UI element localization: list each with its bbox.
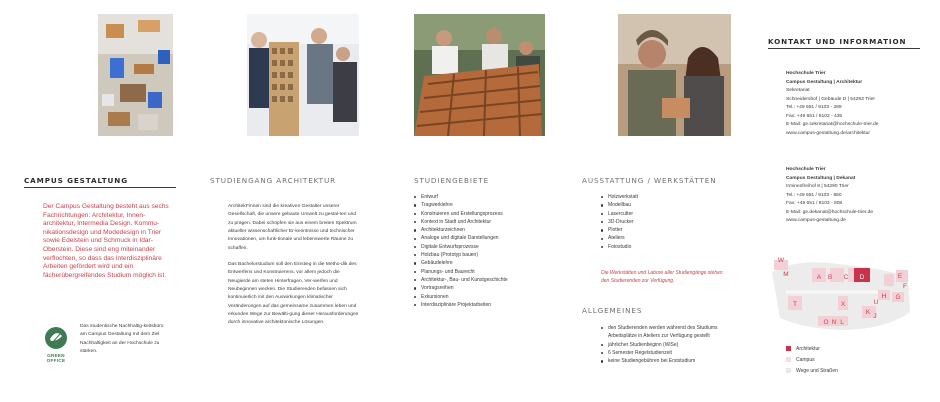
allgemeines-list	[601, 324, 736, 365]
contact-line: Sekretariat	[786, 88, 810, 94]
campus-heading-rule	[24, 187, 176, 188]
list-item: Modellbau	[601, 201, 638, 209]
list-item: Architektur-, Bau- und Kunstgeschichte	[414, 276, 508, 284]
ausstattung-heading: AUSSTATTUNG / WERKSTÄTTEN	[582, 176, 717, 185]
list-item: Analoge und digitale Darstellungen	[414, 234, 508, 242]
contact-line: Campus Gestaltung | Architektur	[786, 79, 863, 85]
map-letter: X	[840, 301, 846, 308]
contact-line: Hochschule Trier	[786, 71, 826, 76]
workshop-interaction-photo	[618, 14, 731, 136]
legend-swatch	[786, 368, 791, 373]
list-item: Kontext in Stadt und Architektur	[414, 218, 508, 226]
list-item: Planungs- und Baurecht	[414, 268, 508, 276]
map-letter: M	[783, 271, 789, 278]
website-link[interactable]: www.campus-gestaltung.de/architektur	[786, 130, 870, 136]
studiengebiete-heading: STUDIENGEBIETE	[414, 176, 490, 185]
contact-line: Fax: +49 651 / 8103 - 435	[786, 113, 843, 119]
studiengang-paragraph-2: Das Bachelorstudium soll den Einstieg in die Metho-dik des Entwerfens und Konstruierens, vor allem jedoch die Neugierde am steten Hinterfragen, Ver-werfen und Neubeginnen wecken. Die Studierenden befassen sich kontinuierlich mit den Auswirkungen klimatischer Veränderungen auf das gemeinsame zusammen leben und erkunden Wege zur Bewälti-gung dieser Herausforderungen durch innovative architektonische Lösungen.	[228, 262, 359, 326]
legend-item-wege	[786, 365, 838, 376]
campus-heading: CAMPUS GESTALTUNG	[24, 176, 129, 185]
list-item: Architekturzeichnen	[414, 226, 508, 234]
green-office-logo-text: GREEN OFFICE	[46, 353, 66, 364]
list-item: Fotostudio	[601, 243, 638, 251]
contact-line: Fax: +49 651 / 8103 - 808	[786, 201, 843, 207]
list-item: Vortragsreihen	[414, 284, 508, 292]
map-legend	[786, 343, 838, 376]
legend-item-architektur	[786, 343, 838, 354]
list-item: Entwurf	[414, 193, 508, 201]
email-link[interactable]: E-Mail: ge.sekretariat@hochschule-trier.de	[786, 122, 879, 128]
studiengang-text	[228, 203, 360, 336]
map-letter: B	[827, 274, 833, 281]
list-item: Lasercutter	[601, 210, 638, 218]
studiengebiete-list	[414, 193, 508, 309]
map-letter: O	[823, 319, 829, 326]
website-link[interactable]: www.campus-gestaltung.de	[786, 218, 846, 224]
contact-block-architektur	[786, 70, 879, 138]
map-letter: F	[903, 283, 907, 290]
legend-label: Wege und Straßen	[796, 367, 838, 374]
map-letter: C	[843, 274, 849, 281]
studiengang-heading: STUDIENGANG ARCHITEKTUR	[210, 176, 337, 185]
list-item: Ateliers	[601, 234, 638, 242]
map-letter: A	[816, 274, 822, 281]
contact-line: Hochschule Trier	[786, 167, 826, 172]
email-link[interactable]: E-Mail: ge.dekanat@hochschule-trier.de	[786, 209, 874, 215]
map-letter: G	[895, 294, 901, 301]
list-item: Exkursionen	[414, 293, 508, 301]
map-letter: W	[777, 257, 785, 264]
legend-item-campus	[786, 354, 838, 365]
list-item: Konstruieren und Erstellungsprozess	[414, 210, 508, 218]
legend-swatch	[786, 357, 791, 362]
map-letter: D	[859, 274, 865, 281]
list-item: den Studierenden werden während des Studiums Arbeitsplätze in Ateliers zur Verfügung gestellt	[601, 324, 736, 341]
kontakt-heading: KONTAKT UND INFORMATION	[768, 37, 907, 46]
contact-line: Irminenfreihof 8 | 54290 Trier	[786, 184, 849, 190]
campus-intro-text: Der Campus Gestaltung besteht aus sechs Fachrichtungen: Architektur, Innen-architektur, Intermedia Design, Kommu-nikationsdesign und Modedesign in Trier sowie Edelstein und Schmuck in Idar-Oberstein. Diese sind eng miteinander verflochten, so dass das interdisziplinäre Arbeiten gefördert wird und ein fächerübergreifendes Studium möglich ist.	[43, 203, 169, 279]
map-building	[884, 274, 894, 286]
green-office-text: Das studentische Nachhaltig-keitsbüro am Campus Gestaltung mit dem Ziel Nachhaltigkeit an der Hochschule zu stärken.	[80, 324, 164, 355]
list-item: Tragwerklehre	[414, 201, 508, 209]
list-item: Digitale Entwurfsprozesse	[414, 243, 508, 251]
kontakt-heading-rule	[768, 48, 920, 49]
students-presentation-photo	[247, 14, 359, 136]
list-item: Holzwerkstatt	[601, 193, 638, 201]
map-letter: E	[897, 273, 903, 280]
contact-line: Tel.: +49 651 / 8103 - 850	[786, 192, 842, 198]
map-letter: L	[840, 319, 844, 326]
contact-line: Schneidershof | Gebäude D | 54293 Trier	[786, 96, 875, 102]
map-letter: N	[831, 319, 837, 326]
legend-swatch	[786, 346, 791, 351]
list-item: Holzbau (Prototyp bauen)	[414, 251, 508, 259]
map-letter: T	[793, 301, 797, 308]
werkstaetten-note: Die Werkstätten und Labore aller Studiengänge stehen den Studierenden zur Verfügung.	[601, 270, 723, 285]
list-item: Gebäudelehre	[414, 259, 508, 267]
list-item: Interdisziplinäre Projektarbeiten	[414, 301, 508, 309]
map-letter: K	[865, 309, 871, 316]
map-letter: J	[873, 313, 877, 320]
map-letter: H	[881, 293, 887, 300]
campus-map	[768, 252, 918, 334]
allgemeines-heading: ALLGEMEINES	[582, 306, 643, 315]
legend-label: Campus	[796, 356, 815, 363]
list-item: Plotter	[601, 226, 638, 234]
contact-block-dekanat	[786, 166, 873, 226]
map-letter: U	[873, 299, 879, 306]
workshop-wood-frame-photo	[414, 14, 545, 136]
ausstattung-list	[601, 193, 638, 251]
contact-line: Tel.: +49 651 / 8103 - 289	[786, 105, 842, 111]
legend-label: Architektur	[796, 345, 820, 352]
studiengang-paragraph-1: Architekt*innen sind die kreativen Gestalter unserer Gesellschaft, die unsere gebaute Umwelt zu gestal-ten und zu prägen. Dabei schöpfen sie aus einem breiten Spektrum aktueller wissenschaftlicher Er-kenntnisse und technischer Innovationen, um funk-tionale und lebenswerte Räume zu schaffen.	[228, 204, 357, 251]
list-item: 6 Semester Regelstudienzeit	[601, 349, 736, 357]
list-item: 3D-Drucker	[601, 218, 638, 226]
green-office-logo	[42, 326, 70, 368]
contact-line: Campus Gestaltung | Dekanat	[786, 175, 856, 181]
list-item: jährlicher Studienbeginn (WiSe)	[601, 341, 736, 349]
list-item: keine Studiengebühren bei Erststudium	[601, 357, 736, 365]
architecture-models-photo	[98, 14, 173, 136]
